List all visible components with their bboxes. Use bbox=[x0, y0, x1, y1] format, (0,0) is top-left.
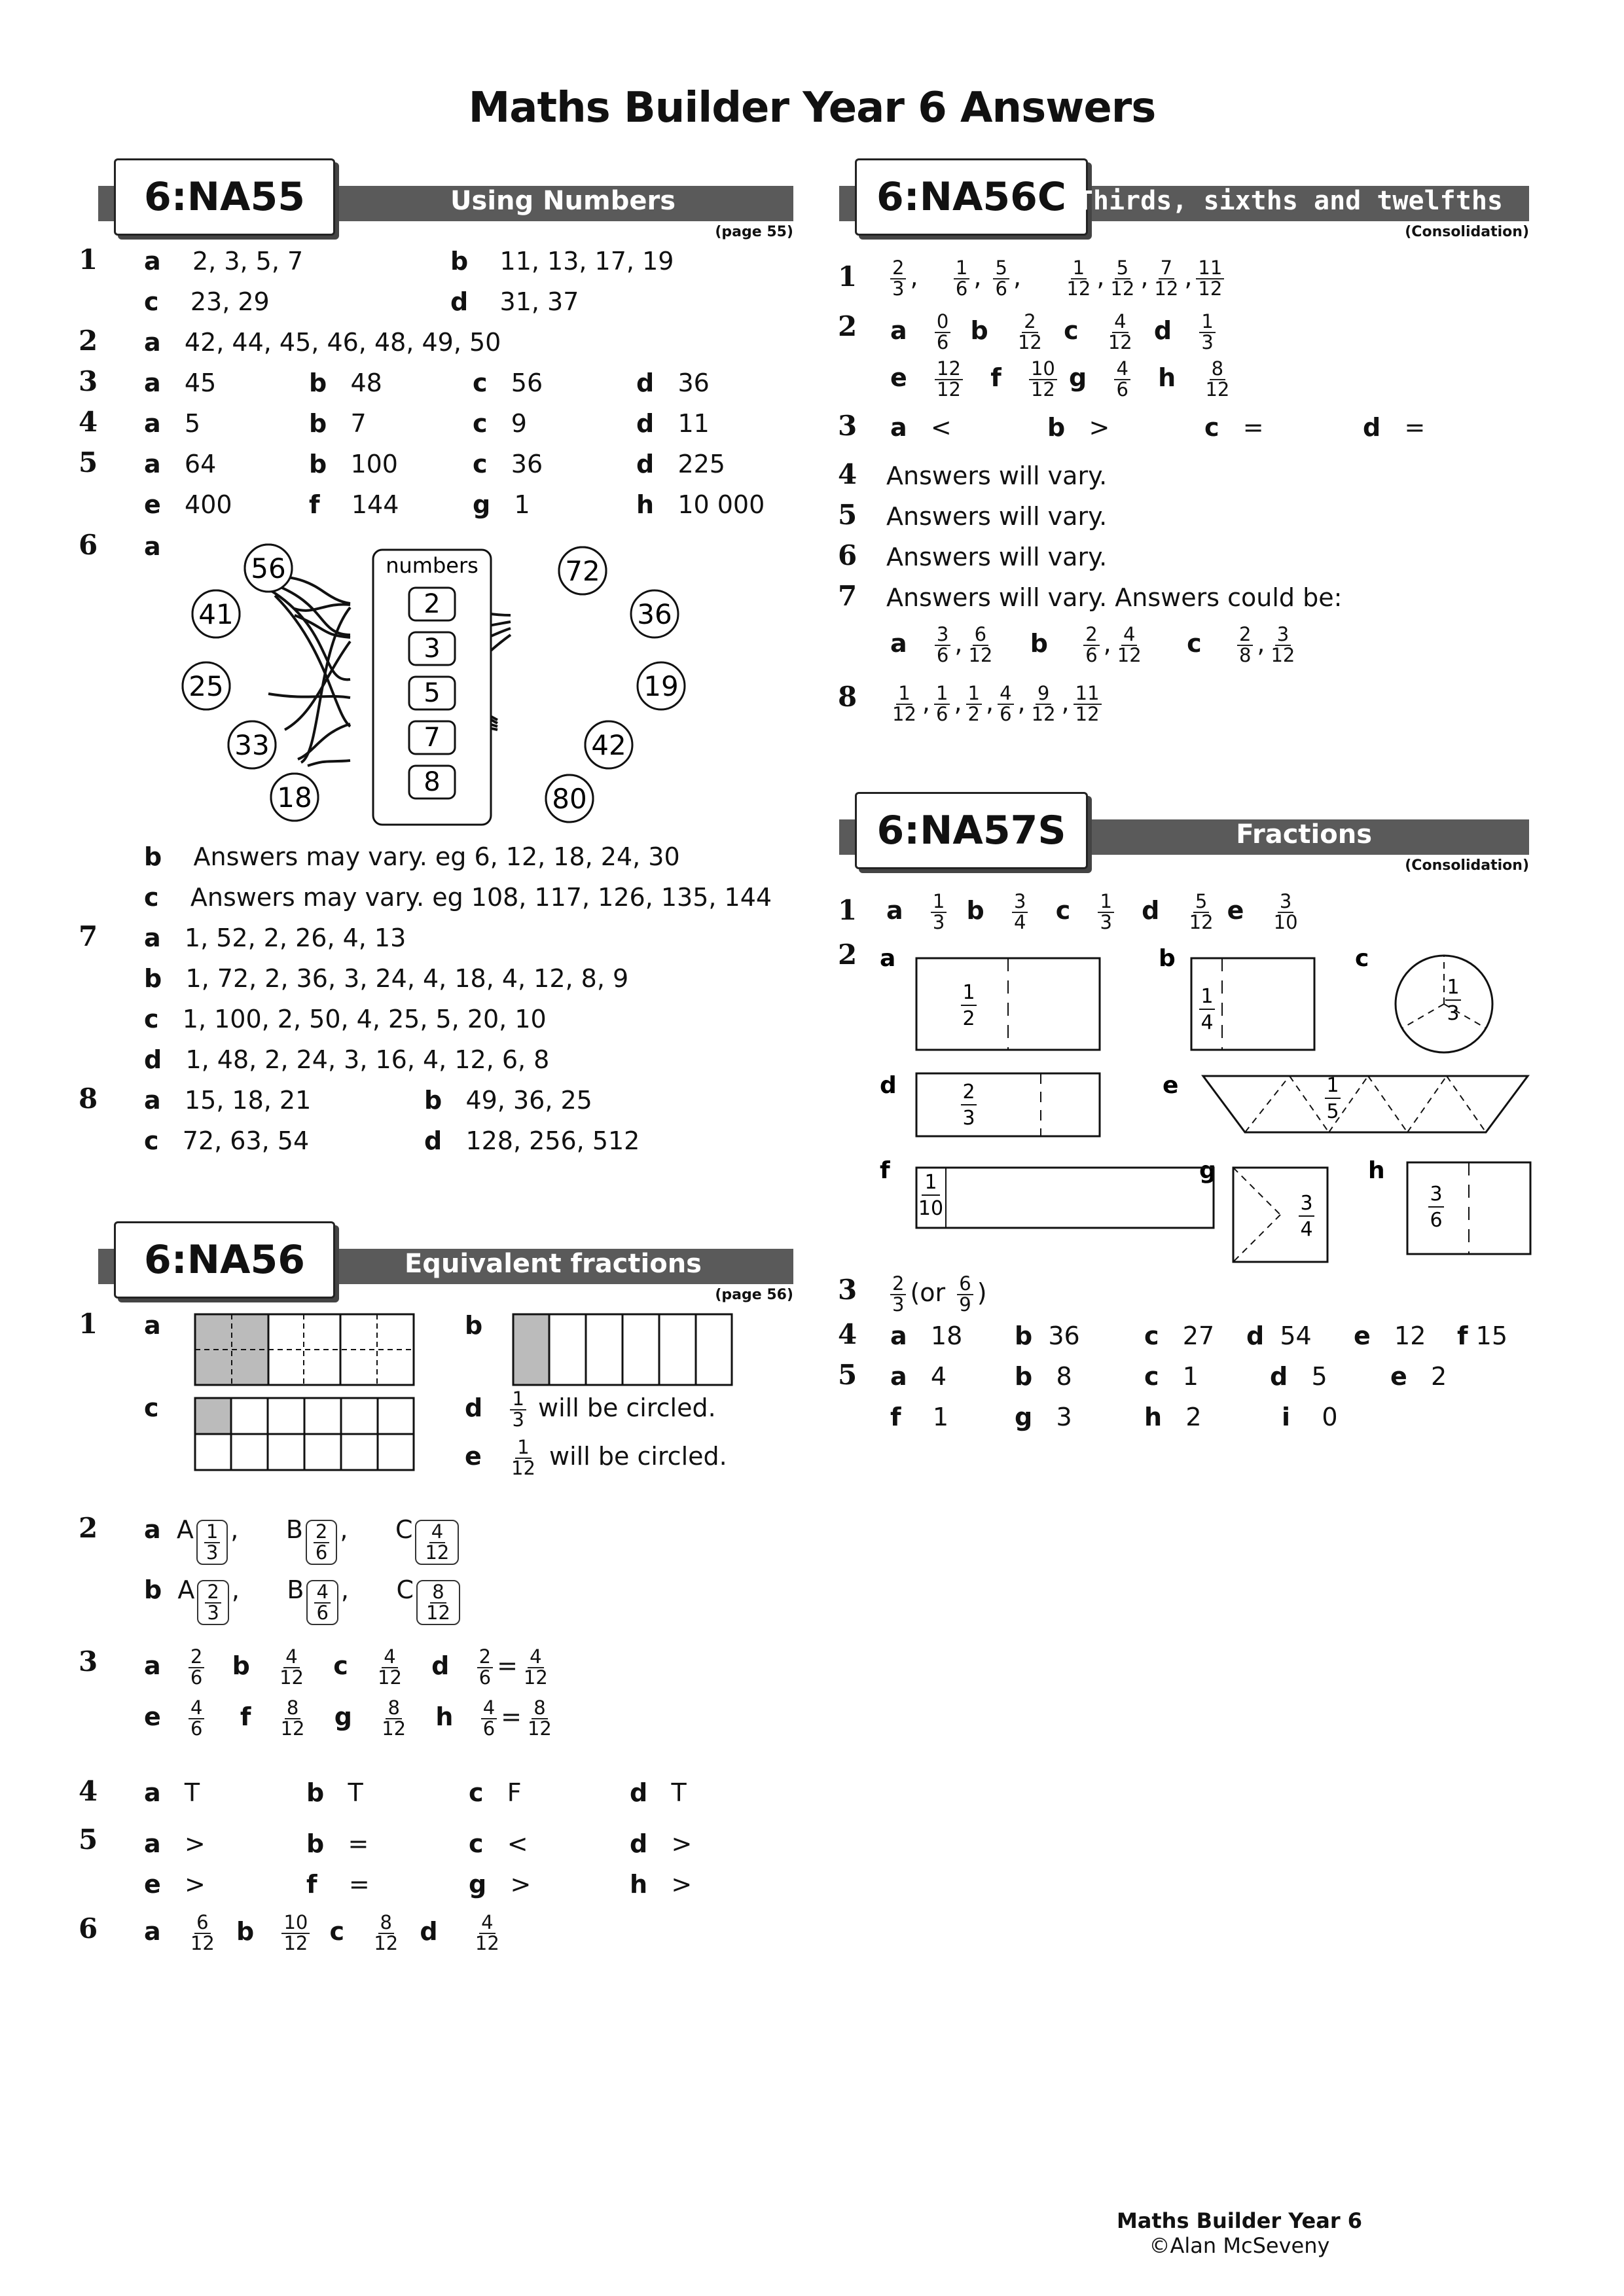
question-number: 2 bbox=[838, 939, 857, 971]
answer-1b-label: b bbox=[465, 1311, 483, 1340]
page-footer bbox=[1117, 2208, 1362, 2258]
boxed-fraction: 2 6 bbox=[306, 1520, 337, 1565]
value: > bbox=[671, 1829, 693, 1858]
value: = bbox=[1242, 413, 1264, 442]
answer-4b: b 36 bbox=[1015, 1321, 1080, 1350]
value: 9 bbox=[511, 409, 527, 438]
answer-1d: d 31, 37 bbox=[450, 287, 579, 316]
value: 7 bbox=[350, 409, 367, 438]
answer-5b: b 8 bbox=[1015, 1362, 1072, 1391]
svg-text:5: 5 bbox=[1326, 1100, 1339, 1123]
value: 45 bbox=[184, 368, 217, 397]
question-number: 2 bbox=[79, 1512, 98, 1544]
svg-text:4: 4 bbox=[1300, 1218, 1313, 1241]
question-number: 4 bbox=[79, 1775, 98, 1807]
value: > bbox=[671, 1870, 693, 1899]
value: 1, 52, 2, 26, 4, 13 bbox=[184, 924, 406, 952]
answer-4c: c 9 bbox=[473, 409, 527, 438]
question-number: 1 bbox=[79, 1308, 98, 1340]
fraction: $\frac{1}{12}$ bbox=[511, 1435, 535, 1479]
outer-number: 41 bbox=[198, 598, 234, 630]
value: 3 bbox=[1056, 1403, 1072, 1431]
value: (or bbox=[910, 1278, 946, 1307]
value: 11 bbox=[677, 409, 710, 438]
value: 1, 48, 2, 24, 3, 16, 4, 12, 6, 8 bbox=[185, 1045, 550, 1074]
answer-4c: c 27 bbox=[1144, 1321, 1215, 1350]
answer-4a: a 5 bbox=[144, 409, 201, 438]
value: will be circled. bbox=[549, 1442, 727, 1471]
answer-3a-d: a $\frac{2}{6}$ b $\frac{4}{12}$ c $\frac{4}{12}$ d $\frac{2}{6}$ = $\frac{4}{12}$ bbox=[144, 1645, 548, 1689]
answer-7: Answers will vary. Answers could be: bbox=[886, 583, 1343, 612]
svg-text:2: 2 bbox=[962, 1007, 975, 1030]
answer-5g: g 1 bbox=[473, 490, 530, 519]
shape-fractions bbox=[918, 976, 1461, 1241]
question-number: 8 bbox=[838, 681, 857, 713]
value: 64 bbox=[184, 450, 217, 478]
centre-number: 2 bbox=[424, 589, 441, 619]
answer-8: $\frac{1}{12}$ , $\frac{1}{6}$ , $\frac{1}{2}$ , $\frac{4}{6}$ , $\frac{9}{12}$ , $\frac{11}{12}$ bbox=[886, 683, 1106, 724]
svg-text:d: d bbox=[880, 1072, 897, 1099]
outer-number: 36 bbox=[637, 598, 672, 630]
question-number: 4 bbox=[79, 406, 98, 438]
answer-5: Answers will vary. bbox=[886, 502, 1108, 531]
answer-5h: h > bbox=[630, 1870, 693, 1899]
answer-1c: c 23, 29 bbox=[144, 287, 270, 316]
answer-5b: b = bbox=[306, 1829, 369, 1858]
value: 144 bbox=[351, 490, 399, 519]
outer-number: 42 bbox=[591, 729, 626, 761]
svg-text:3: 3 bbox=[1430, 1183, 1443, 1206]
section-code: 6:NA56C bbox=[855, 158, 1088, 236]
value: 100 bbox=[350, 450, 398, 478]
page-reference: (Consolidation) bbox=[1405, 857, 1529, 874]
svg-text:g: g bbox=[1199, 1157, 1216, 1184]
value: = bbox=[1404, 413, 1426, 442]
page-reference: (page 55) bbox=[715, 224, 793, 240]
value: F bbox=[507, 1778, 522, 1807]
answer-5g: g 3 bbox=[1015, 1403, 1072, 1431]
svg-text:1: 1 bbox=[924, 1171, 937, 1194]
value: 56 bbox=[511, 368, 543, 397]
outer-number: 25 bbox=[189, 670, 224, 702]
answer-4d: d 54 bbox=[1246, 1321, 1312, 1350]
svg-text:a: a bbox=[880, 945, 896, 972]
letter-label: A bbox=[176, 1515, 194, 1544]
answer-6: a $\frac{6}{12}$ b $\frac{10}{12}$ c $\frac{8}{12}$ d $\frac{4}{12}$ bbox=[144, 1910, 499, 1954]
question-number: 2 bbox=[838, 310, 857, 342]
value: 48 bbox=[350, 368, 382, 397]
letter-label: A bbox=[177, 1575, 195, 1604]
answer-8c: c 72, 63, 54 bbox=[144, 1126, 310, 1155]
value: Answers may vary. eg 108, 117, 126, 135, 144 bbox=[190, 883, 772, 912]
value: ) bbox=[977, 1278, 987, 1307]
svg-text:1: 1 bbox=[962, 981, 975, 1004]
question-number: 5 bbox=[838, 499, 857, 531]
section-topic: Fractions bbox=[1236, 819, 1372, 850]
section-code: 6:NA55 bbox=[114, 158, 335, 236]
value: T bbox=[671, 1778, 687, 1807]
value: > bbox=[185, 1870, 206, 1899]
value: = bbox=[348, 1870, 370, 1899]
fraction-shapes bbox=[871, 942, 1538, 1283]
question-number: 6 bbox=[79, 1912, 98, 1945]
centre-number: 7 bbox=[424, 723, 441, 753]
fraction-grid-1b bbox=[512, 1313, 734, 1386]
answer-3e-h: e $\frac{4}{6}$ f $\frac{8}{12}$ g $\frac{8}{12}$ h $\frac{4}{6}$ = $\frac{8}{12}$ bbox=[144, 1696, 552, 1740]
answer-2a: a 42, 44, 45, 46, 48, 49, 50 bbox=[144, 328, 501, 357]
svg-text:h: h bbox=[1368, 1157, 1385, 1184]
factor-diagram-outer bbox=[177, 537, 713, 831]
question-number: 4 bbox=[838, 458, 857, 490]
value: 400 bbox=[185, 490, 232, 519]
boxed-fraction: 8 12 bbox=[416, 1580, 460, 1625]
answer-5g: g > bbox=[469, 1870, 532, 1899]
fraction: $\frac{1}{3}$ bbox=[510, 1390, 526, 1429]
answer-4f: f 15 bbox=[1457, 1321, 1507, 1350]
svg-text:b: b bbox=[1159, 945, 1176, 972]
value: T bbox=[184, 1778, 200, 1807]
answer-1e: e $\frac{1}{12}$ will be circled. bbox=[465, 1435, 727, 1479]
question-number: 8 bbox=[79, 1083, 98, 1115]
answer-8a: a 15, 18, 21 bbox=[144, 1086, 312, 1115]
answer-4d: d 11 bbox=[636, 409, 710, 438]
question-number: 7 bbox=[838, 580, 857, 612]
section-header-na57s bbox=[839, 792, 1529, 877]
answer-6: Answers will vary. bbox=[886, 543, 1108, 571]
value: 8 bbox=[1056, 1362, 1072, 1391]
value: < bbox=[930, 413, 952, 442]
answer-4a: a 18 bbox=[890, 1321, 963, 1350]
answer-5e: e 400 bbox=[144, 490, 232, 519]
answer-7b: b 1, 72, 2, 36, 3, 24, 4, 18, 4, 12, 8, 9 bbox=[144, 964, 629, 993]
question-number: 4 bbox=[838, 1318, 857, 1350]
answer-5e: e > bbox=[144, 1870, 206, 1899]
answer-4a: a T bbox=[144, 1778, 200, 1807]
outer-number: 33 bbox=[234, 729, 270, 761]
answer-1: a $\frac{1}{3}$ b $\frac{3}{4}$ c $\frac{1}{3}$ d $\frac{5}{12}$ e $\frac{3}{10}$ bbox=[886, 889, 1298, 933]
letter-label: C bbox=[395, 1515, 413, 1544]
letter-label: B bbox=[285, 1515, 303, 1544]
section-header-na56 bbox=[98, 1221, 793, 1306]
answer-2b: b A 2 3 , B 4 6 , C 8 12 bbox=[144, 1571, 463, 1625]
question-number: 5 bbox=[838, 1359, 857, 1391]
section-header-na56c bbox=[839, 158, 1529, 243]
value: Answers may vary. eg 6, 12, 18, 24, 30 bbox=[193, 842, 680, 871]
answer-4b: b 7 bbox=[309, 409, 367, 438]
answer-5h: h 10 000 bbox=[636, 490, 765, 519]
svg-text:f: f bbox=[880, 1157, 890, 1184]
value: 72, 63, 54 bbox=[182, 1126, 310, 1155]
svg-text:1: 1 bbox=[1200, 985, 1214, 1008]
answer-5d: d > bbox=[630, 1829, 693, 1858]
svg-text:1: 1 bbox=[1447, 976, 1460, 999]
outer-number: 80 bbox=[552, 783, 587, 815]
answer-5d: d 5 bbox=[1270, 1362, 1327, 1391]
value: 10 000 bbox=[677, 490, 765, 519]
answer-3b: b 48 bbox=[309, 368, 382, 397]
page-reference: (Consolidation) bbox=[1405, 224, 1529, 240]
answer-4e: e 12 bbox=[1354, 1321, 1426, 1350]
answer-7d: d 1, 48, 2, 24, 3, 16, 4, 12, 6, 8 bbox=[144, 1045, 550, 1074]
answer-3a: a < bbox=[890, 413, 952, 442]
document-title: Maths Builder Year 6 Answers bbox=[468, 84, 1156, 132]
answer-3c: c 56 bbox=[473, 368, 543, 397]
value: 12 bbox=[1394, 1321, 1426, 1350]
answer-5c: c 36 bbox=[473, 450, 543, 478]
value: 2, 3, 5, 7 bbox=[192, 247, 304, 276]
answer-2a-d: a $\frac{0}{6}$ b $\frac{2}{12}$ c $\frac{4}{12}$ d $\frac{1}{3}$ bbox=[890, 312, 1219, 352]
answer-5i: i 0 bbox=[1282, 1403, 1338, 1431]
svg-text:3: 3 bbox=[1447, 1002, 1460, 1025]
outer-number: 18 bbox=[277, 781, 312, 814]
answer-3c: c = bbox=[1204, 413, 1264, 442]
section-topic: Using Numbers bbox=[450, 186, 676, 216]
value: 42, 44, 45, 46, 48, 49, 50 bbox=[184, 328, 501, 357]
svg-text:3: 3 bbox=[962, 1107, 975, 1130]
value: > bbox=[184, 1829, 206, 1858]
footer-copyright: ©Alan McSeveny bbox=[1149, 2233, 1330, 2258]
answer-7a: a 1, 52, 2, 26, 4, 13 bbox=[144, 924, 406, 952]
answer-1a-label: a bbox=[144, 1311, 161, 1340]
answer-5f: f = bbox=[306, 1870, 370, 1899]
question-number: 3 bbox=[838, 1274, 857, 1306]
answer-4c: c F bbox=[469, 1778, 522, 1807]
value: 27 bbox=[1182, 1321, 1215, 1350]
answer-5h: h 2 bbox=[1144, 1403, 1202, 1431]
answer-5c: c 1 bbox=[1144, 1362, 1199, 1391]
answer-1a: a 2, 3, 5, 7 bbox=[144, 247, 304, 276]
answer-7-examples: a $\frac{3}{6}$ , $\frac{6}{12}$ b $\frac{2}{6}$ , $\frac{4}{12}$ c $\frac{2}{8}$ , $\frac{3}{12}$ bbox=[890, 622, 1295, 666]
value: 54 bbox=[1280, 1321, 1312, 1350]
svg-text:e: e bbox=[1163, 1072, 1179, 1099]
boxed-fraction: 4 6 bbox=[306, 1580, 338, 1625]
section-topic: Equivalent fractions bbox=[404, 1249, 702, 1279]
value: 225 bbox=[677, 450, 725, 478]
value: 128, 256, 512 bbox=[465, 1126, 640, 1155]
value: T bbox=[348, 1778, 363, 1807]
answer-7c: c 1, 100, 2, 50, 4, 25, 5, 20, 10 bbox=[144, 1005, 547, 1033]
answer-5f: f 144 bbox=[309, 490, 399, 519]
value: 2 bbox=[1185, 1403, 1202, 1431]
answer-1c-label: c bbox=[144, 1393, 159, 1422]
question-number: 6 bbox=[79, 529, 98, 561]
answer-4: Answers will vary. bbox=[886, 461, 1108, 490]
section-code: 6:NA57S bbox=[855, 792, 1088, 869]
answer-6c: c Answers may vary. eg 108, 117, 126, 135, 144 bbox=[144, 883, 772, 912]
letter-label: C bbox=[396, 1575, 414, 1604]
value: < bbox=[507, 1829, 528, 1858]
boxed-fraction: 1 3 bbox=[196, 1520, 228, 1565]
value: 15, 18, 21 bbox=[184, 1086, 312, 1115]
value: 1 bbox=[932, 1403, 949, 1431]
centre-number: 5 bbox=[424, 678, 441, 708]
page-reference: (page 56) bbox=[715, 1287, 793, 1303]
answer-5f: f 1 bbox=[890, 1403, 949, 1431]
answer-1: $\frac{2}{3}$ , $\frac{1}{6}$ , $\frac{5}{6}$ , $\frac{1}{12}$ , $\frac{5}{12}$ , $\frac{7}{12}$ , $\frac{11}{12}$ bbox=[886, 258, 1228, 298]
value: 1 bbox=[514, 490, 530, 519]
answer-3b: b > bbox=[1047, 413, 1110, 442]
question-number: 3 bbox=[79, 365, 98, 397]
answer-3: $\frac{2}{3}$ (or $\frac{6}{9}$ ) bbox=[886, 1274, 987, 1314]
answer-3d: d 36 bbox=[636, 368, 710, 397]
answer-4d: d T bbox=[630, 1778, 687, 1807]
value: 31, 37 bbox=[499, 287, 579, 316]
question-number: 1 bbox=[838, 260, 857, 293]
answer-5c: c < bbox=[469, 1829, 528, 1858]
svg-text:3: 3 bbox=[1300, 1192, 1313, 1215]
answer-6a-label: a bbox=[144, 532, 161, 561]
answer-3d: d = bbox=[1363, 413, 1426, 442]
answer-5e: e 2 bbox=[1390, 1362, 1447, 1391]
svg-text:c: c bbox=[1355, 945, 1369, 972]
outer-number: 72 bbox=[565, 555, 600, 587]
value: 23, 29 bbox=[190, 287, 270, 316]
section-header-na55 bbox=[98, 158, 793, 243]
boxed-fraction: 4 12 bbox=[415, 1520, 459, 1565]
value: 36 bbox=[511, 450, 543, 478]
answer-3a: a 45 bbox=[144, 368, 217, 397]
question-number: 6 bbox=[838, 539, 857, 571]
value: 49, 36, 25 bbox=[465, 1086, 592, 1115]
answer-4b: b T bbox=[306, 1778, 363, 1807]
answer-5a: a > bbox=[144, 1829, 206, 1858]
question-number: 1 bbox=[79, 243, 98, 276]
boxed-fraction: 2 3 bbox=[197, 1580, 228, 1625]
value: 36 bbox=[1048, 1321, 1080, 1350]
value: > bbox=[1089, 413, 1110, 442]
letter-label: B bbox=[287, 1575, 304, 1604]
fraction-grid-1c bbox=[194, 1397, 416, 1471]
value: 1, 100, 2, 50, 4, 25, 5, 20, 10 bbox=[182, 1005, 547, 1033]
svg-text:1: 1 bbox=[1326, 1074, 1339, 1097]
svg-text:6: 6 bbox=[1430, 1209, 1443, 1232]
value: will be circled. bbox=[538, 1393, 716, 1422]
answer-8d: d 128, 256, 512 bbox=[424, 1126, 640, 1155]
section-topic: Thirds, sixths and twelfths bbox=[1077, 186, 1503, 216]
numbers-label: numbers bbox=[386, 553, 478, 578]
answer-1d: d $\frac{1}{3}$ will be circled. bbox=[465, 1387, 716, 1431]
answer-1b: b 11, 13, 17, 19 bbox=[450, 247, 674, 276]
value: 1 bbox=[1182, 1362, 1199, 1391]
centre-number: 8 bbox=[424, 767, 441, 797]
value: 5 bbox=[1311, 1362, 1327, 1391]
value: 36 bbox=[677, 368, 710, 397]
value: 0 bbox=[1322, 1403, 1338, 1431]
value: 11, 13, 17, 19 bbox=[499, 247, 674, 276]
value: 15 bbox=[1475, 1321, 1507, 1350]
svg-text:4: 4 bbox=[1200, 1011, 1214, 1034]
question-number: 5 bbox=[79, 446, 98, 478]
answer-5d: d 225 bbox=[636, 450, 725, 478]
answer-2a: a A 1 3 , B 2 6 , C 4 12 bbox=[144, 1511, 461, 1565]
value: > bbox=[510, 1870, 532, 1899]
part-labels bbox=[880, 945, 1385, 1184]
centre-number: 3 bbox=[424, 634, 441, 664]
value: 4 bbox=[930, 1362, 947, 1391]
svg-text:2: 2 bbox=[962, 1081, 975, 1103]
footer-title: Maths Builder Year 6 bbox=[1116, 2208, 1362, 2233]
question-number: 1 bbox=[838, 894, 857, 926]
answer-8b: b 49, 36, 25 bbox=[424, 1086, 592, 1115]
value: = bbox=[348, 1829, 369, 1858]
question-number: 3 bbox=[838, 410, 857, 442]
answer-5a: a 64 bbox=[144, 450, 217, 478]
answer-5b: b 100 bbox=[309, 450, 398, 478]
value: 5 bbox=[184, 409, 201, 438]
value: 18 bbox=[930, 1321, 963, 1350]
fraction-grid-1a bbox=[194, 1313, 416, 1386]
question-number: 7 bbox=[79, 920, 98, 952]
answer-6b: b Answers may vary. eg 6, 12, 18, 24, 30 bbox=[144, 842, 680, 871]
value: 2 bbox=[1431, 1362, 1447, 1391]
question-number: 3 bbox=[79, 1645, 98, 1677]
answer-5a: a 4 bbox=[890, 1362, 947, 1391]
answer-2e-h: e $\frac{12}{12}$ f $\frac{10}{12}$ g $\frac{4}{6}$ h $\frac{8}{12}$ bbox=[890, 357, 1230, 401]
question-number: 2 bbox=[79, 325, 98, 357]
outer-number: 19 bbox=[643, 670, 679, 702]
question-number: 5 bbox=[79, 1823, 98, 1856]
section-code: 6:NA56 bbox=[114, 1221, 335, 1299]
outer-number: 56 bbox=[251, 552, 286, 584]
value: 1, 72, 2, 36, 3, 24, 4, 18, 4, 12, 8, 9 bbox=[185, 964, 629, 993]
svg-text:10: 10 bbox=[918, 1197, 944, 1220]
